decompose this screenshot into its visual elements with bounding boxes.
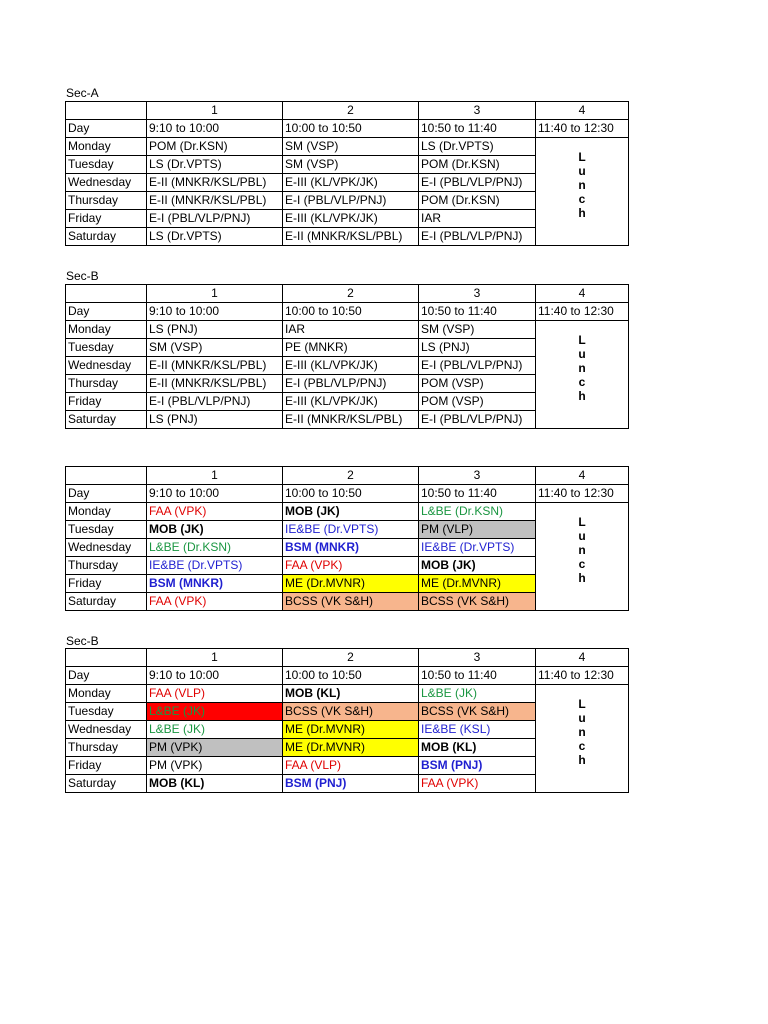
day-header: Day [66,667,147,685]
corner-cell [66,649,147,667]
day-name: Tuesday [66,703,147,721]
class-cell: E-II (MNKR/KSL/PBL) [283,411,419,429]
class-cell: L&BE (JK) [419,685,536,703]
day-name: Saturday [66,411,147,429]
period-number-row [66,467,629,485]
day-name: Saturday [66,775,147,793]
period-number: 3 [419,649,536,667]
class-cell: FAA (VPK) [419,775,536,793]
time-slot: 9:10 to 10:00 [147,485,283,503]
day-name: Monday [66,138,147,156]
time-slot: 9:10 to 10:00 [147,303,283,321]
lunch-cell [536,321,629,429]
class-cell: E-II (MNKR/KSL/PBL) [147,192,283,210]
class-cell: MOB (JK) [419,557,536,575]
period-number: 2 [283,649,419,667]
section-label: Sec-A [66,86,99,100]
corner-cell [66,102,147,120]
class-cell: LS (Dr.VPTS) [147,156,283,174]
lunch-cell [536,503,629,611]
period-number: 3 [419,467,536,485]
class-cell: E-II (MNKR/KSL/PBL) [147,375,283,393]
class-cell: SM (VSP) [419,321,536,339]
class-cell: IE&BE (Dr.VPTS) [419,539,536,557]
time-row [66,667,629,685]
class-cell: IAR [283,321,419,339]
class-cell: L&BE (Dr.KSN) [419,503,536,521]
day-row [66,685,629,703]
day-name: Thursday [66,192,147,210]
class-cell: E-II (MNKR/KSL/PBL) [283,228,419,246]
period-number: 1 [147,467,283,485]
class-cell: IAR [419,210,536,228]
time-row [66,120,629,138]
class-cell: MOB (KL) [147,775,283,793]
class-cell: IE&BE (Dr.VPTS) [147,557,283,575]
class-cell: PM (VPK) [147,739,283,757]
day-header: Day [66,303,147,321]
period-number-row [66,649,629,667]
class-cell: LS (PNJ) [147,321,283,339]
class-cell: E-III (KL/VPK/JK) [283,393,419,411]
day-name: Thursday [66,557,147,575]
class-cell: MOB (JK) [147,521,283,539]
day-name: Tuesday [66,521,147,539]
time-row [66,303,629,321]
class-cell: E-I (PBL/VLP/PNJ) [283,192,419,210]
period-number: 2 [283,467,419,485]
class-cell: E-I (PBL/VLP/PNJ) [283,375,419,393]
class-cell: E-I (PBL/VLP/PNJ) [147,393,283,411]
period-number: 4 [536,102,629,120]
time-slot: 11:40 to 12:30 [536,485,629,503]
class-cell: FAA (VLP) [283,757,419,775]
day-name: Wednesday [66,721,147,739]
class-cell: POM (VSP) [419,375,536,393]
class-cell: ME (Dr.MVNR) [419,575,536,593]
day-name: Tuesday [66,339,147,357]
day-name: Friday [66,210,147,228]
class-cell: L&BE (JK) [147,703,283,721]
period-number: 3 [419,285,536,303]
class-cell: L&BE (Dr.KSN) [147,539,283,557]
class-cell: IE&BE (Dr.VPTS) [283,521,419,539]
period-number: 1 [147,649,283,667]
period-number: 1 [147,102,283,120]
timetable [65,466,629,611]
day-name: Wednesday [66,357,147,375]
period-number: 4 [536,467,629,485]
day-name: Wednesday [66,174,147,192]
day-name: Thursday [66,739,147,757]
day-name: Wednesday [66,539,147,557]
lunch-cell [536,685,629,793]
section-label: Sec-B [66,269,99,283]
time-slot: 9:10 to 10:00 [147,120,283,138]
class-cell: PE (MNKR) [283,339,419,357]
class-cell: E-III (KL/VPK/JK) [283,210,419,228]
class-cell: BCSS (VK S&H) [283,593,419,611]
time-slot: 11:40 to 12:30 [536,303,629,321]
class-cell: BSM (MNKR) [283,539,419,557]
class-cell: BSM (PNJ) [283,775,419,793]
day-name: Saturday [66,593,147,611]
class-cell: MOB (KL) [283,685,419,703]
day-name: Friday [66,757,147,775]
section-label: Sec-B [66,634,99,648]
class-cell: E-I (PBL/VLP/PNJ) [419,411,536,429]
class-cell: SM (VSP) [147,339,283,357]
class-cell: BSM (PNJ) [419,757,536,775]
time-slot: 9:10 to 10:00 [147,667,283,685]
time-slot: 10:00 to 10:50 [283,667,419,685]
class-cell: ME (Dr.MVNR) [283,739,419,757]
class-cell: E-I (PBL/VLP/PNJ) [419,357,536,375]
lunch-label: L u n c h [578,696,586,767]
class-cell: POM (Dr.KSN) [419,156,536,174]
lunch-label: L u n c h [578,514,586,585]
class-cell: POM (Dr.KSN) [147,138,283,156]
timetable [65,101,629,246]
class-cell: SM (VSP) [283,156,419,174]
time-slot: 11:40 to 12:30 [536,120,629,138]
day-header: Day [66,120,147,138]
class-cell: MOB (KL) [419,739,536,757]
class-cell: LS (Dr.VPTS) [147,228,283,246]
period-number: 4 [536,649,629,667]
class-cell: BSM (MNKR) [147,575,283,593]
class-cell: MOB (JK) [283,503,419,521]
day-row [66,321,629,339]
day-name: Monday [66,321,147,339]
day-header: Day [66,485,147,503]
timetable [65,284,629,429]
day-name: Monday [66,503,147,521]
class-cell: E-I (PBL/VLP/PNJ) [419,174,536,192]
day-row [66,503,629,521]
day-row [66,138,629,156]
time-slot: 10:50 to 11:40 [419,303,536,321]
class-cell: LS (PNJ) [147,411,283,429]
period-number-row [66,102,629,120]
time-slot: 10:50 to 11:40 [419,120,536,138]
day-name: Friday [66,393,147,411]
corner-cell [66,285,147,303]
timetable [65,648,629,793]
day-name: Friday [66,575,147,593]
class-cell: E-III (KL/VPK/JK) [283,174,419,192]
class-cell: POM (Dr.KSN) [419,192,536,210]
class-cell: E-I (PBL/VLP/PNJ) [419,228,536,246]
class-cell: L&BE (JK) [147,721,283,739]
lunch-label: L u n c h [578,332,586,403]
time-slot: 10:00 to 10:50 [283,120,419,138]
day-name: Tuesday [66,156,147,174]
class-cell: POM (VSP) [419,393,536,411]
class-cell: SM (VSP) [283,138,419,156]
class-cell: E-III (KL/VPK/JK) [283,357,419,375]
time-row [66,485,629,503]
class-cell: BCSS (VK S&H) [419,593,536,611]
time-slot: 10:50 to 11:40 [419,485,536,503]
lunch-cell [536,138,629,246]
period-number: 3 [419,102,536,120]
period-number: 2 [283,285,419,303]
class-cell: FAA (VPK) [147,503,283,521]
period-number: 4 [536,285,629,303]
class-cell: PM (VLP) [419,521,536,539]
class-cell: ME (Dr.MVNR) [283,575,419,593]
class-cell: E-II (MNKR/KSL/PBL) [147,357,283,375]
class-cell: E-II (MNKR/KSL/PBL) [147,174,283,192]
day-name: Monday [66,685,147,703]
period-number: 1 [147,285,283,303]
day-name: Thursday [66,375,147,393]
class-cell: LS (PNJ) [419,339,536,357]
class-cell: LS (Dr.VPTS) [419,138,536,156]
time-slot: 10:00 to 10:50 [283,485,419,503]
time-slot: 11:40 to 12:30 [536,667,629,685]
class-cell: ME (Dr.MVNR) [283,721,419,739]
class-cell: BCSS (VK S&H) [419,703,536,721]
corner-cell [66,467,147,485]
class-cell: BCSS (VK S&H) [283,703,419,721]
time-slot: 10:00 to 10:50 [283,303,419,321]
day-name: Saturday [66,228,147,246]
lunch-label: L u n c h [578,149,586,220]
class-cell: E-I (PBL/VLP/PNJ) [147,210,283,228]
class-cell: IE&BE (KSL) [419,721,536,739]
time-slot: 10:50 to 11:40 [419,667,536,685]
period-number: 2 [283,102,419,120]
class-cell: FAA (VPK) [283,557,419,575]
class-cell: FAA (VLP) [147,685,283,703]
class-cell: PM (VPK) [147,757,283,775]
period-number-row [66,285,629,303]
class-cell: FAA (VPK) [147,593,283,611]
